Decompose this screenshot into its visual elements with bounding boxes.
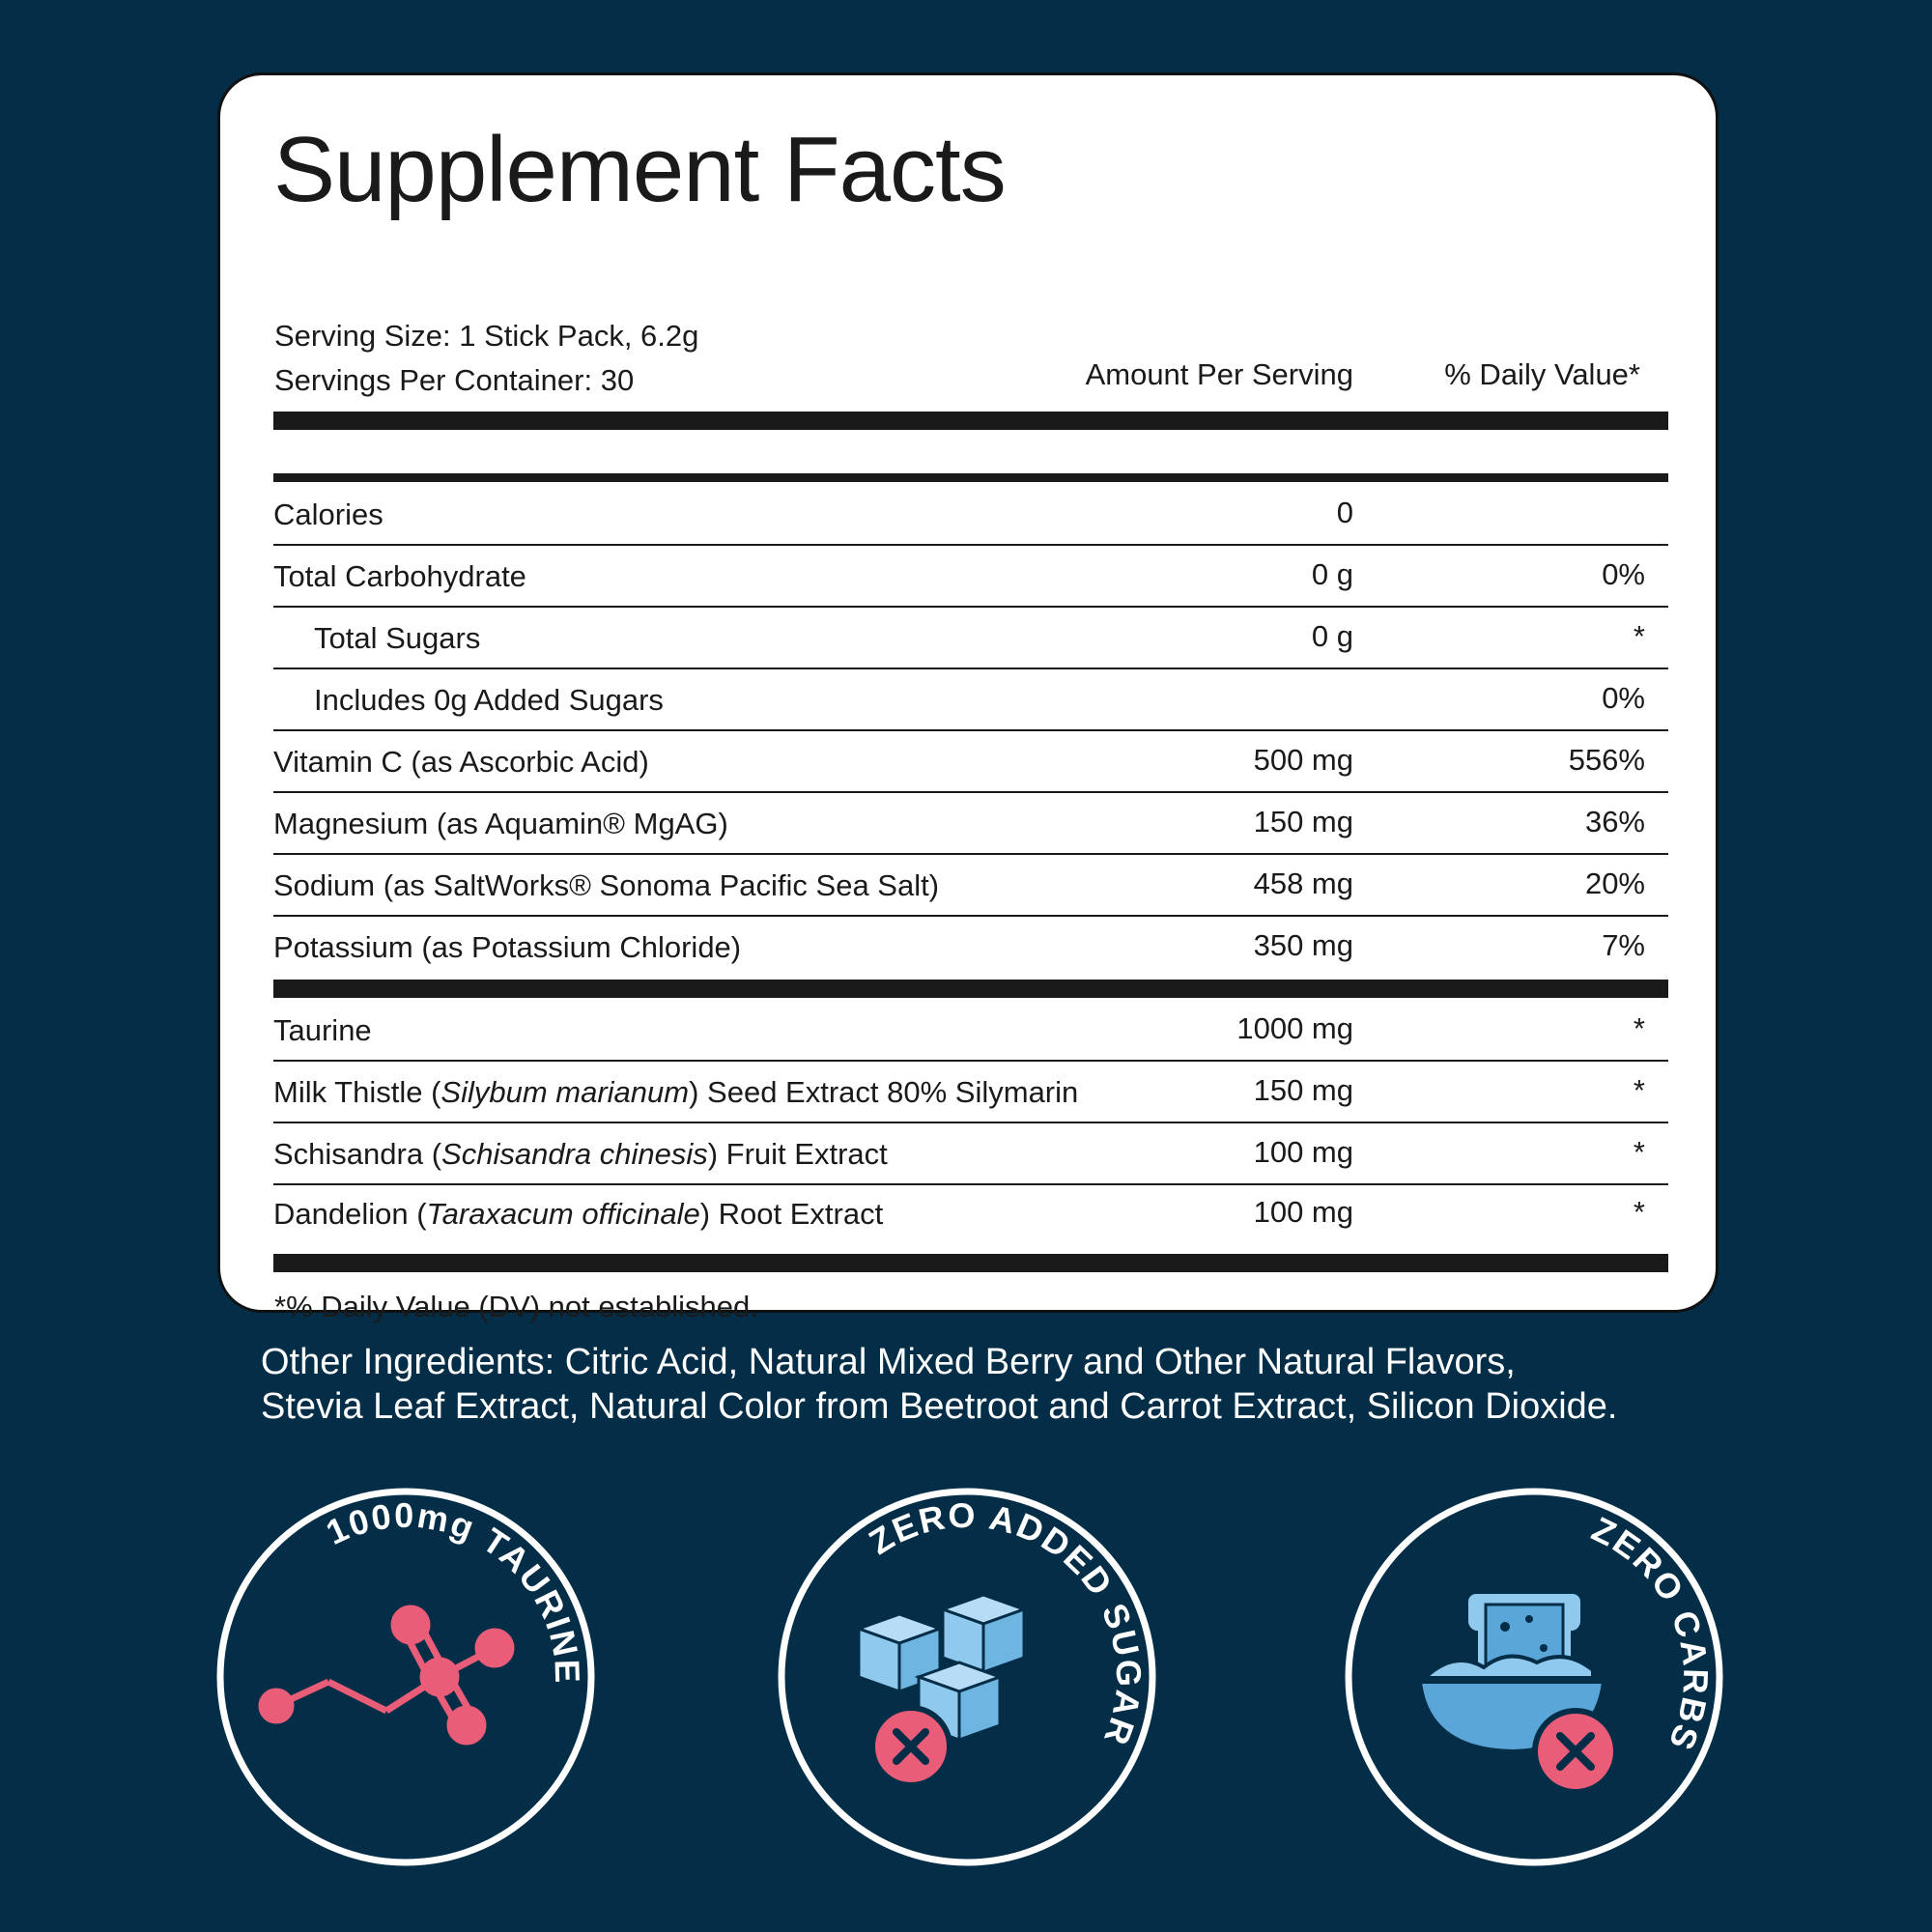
- cross-icon: [872, 1708, 950, 1785]
- cross-icon: [1535, 1711, 1616, 1792]
- nutrient-dv: 20%: [1584, 867, 1645, 900]
- facts-row: [273, 915, 1668, 977]
- facts-row: [273, 853, 1668, 917]
- nutrient-amount: 0 g: [1311, 557, 1353, 591]
- facts-row: [273, 482, 1668, 546]
- header-divider: [273, 473, 1668, 482]
- supplement-facts-panel: [217, 72, 1719, 1323]
- other-ingredients: [261, 1340, 1748, 1429]
- nutrient-dv: 0%: [1602, 557, 1645, 591]
- facts-row: [273, 544, 1668, 608]
- facts-row: [273, 606, 1668, 669]
- nutrient-name: Potassium (as Potassium Chloride): [273, 930, 742, 964]
- nutrient-dv: 7%: [1602, 928, 1645, 962]
- nutrient-name: Total Carbohydrate: [273, 559, 526, 593]
- ingredient-amount: 150 mg: [1253, 1073, 1353, 1107]
- facts-row: [273, 668, 1668, 731]
- section-divider: [273, 980, 1668, 998]
- facts-row: [273, 1183, 1668, 1243]
- nutrient-amount: 458 mg: [1253, 867, 1353, 900]
- other-ingredients-line: Stevia Leaf Extract, Natural Color from Beetroot and Carrot Extract, Silicon Dioxide.: [261, 1386, 1618, 1427]
- bottom-divider: [273, 1254, 1668, 1272]
- facts-row: [273, 791, 1668, 855]
- nutrient-amount: 500 mg: [1253, 743, 1353, 777]
- ingredient-name: Dandelion (Taraxacum officinale) Root Extract: [273, 1197, 884, 1231]
- nutrient-amount: 350 mg: [1253, 928, 1353, 962]
- footnote: *% Daily Value (DV) not established.: [274, 1290, 758, 1323]
- nutrient-name: Magnesium (as Aquamin® MgAG): [273, 807, 728, 840]
- badge-taurine: [213, 1484, 599, 1870]
- facts-row: [273, 1060, 1668, 1123]
- ingredient-name: Schisandra (Schisandra chinesis) Fruit Extract: [273, 1137, 888, 1171]
- thick-divider: [273, 412, 1668, 430]
- nutrient-name: Total Sugars: [314, 621, 481, 655]
- ingredient-dv: *: [1633, 1135, 1645, 1169]
- nutrient-name: Vitamin C (as Ascorbic Acid): [273, 745, 649, 779]
- nutrient-amount: 0 g: [1311, 619, 1353, 653]
- badge-zero-added-sugar: [774, 1484, 1160, 1870]
- nutrient-amount: 150 mg: [1253, 805, 1353, 838]
- facts-row: [273, 998, 1668, 1062]
- ingredient-dv: *: [1633, 1195, 1645, 1229]
- ingredient-dv: *: [1633, 1073, 1645, 1107]
- other-ingredients-line: Other Ingredients: Citric Acid, Natural Mixed Berry and Other Natural Flavors,: [261, 1342, 1516, 1382]
- nutrient-amount: 0: [1336, 496, 1353, 529]
- serving-size: Serving Size: 1 Stick Pack, 6.2g: [274, 319, 699, 353]
- ingredient-amount: 100 mg: [1253, 1135, 1353, 1169]
- badge-zero-carbs: [1341, 1484, 1727, 1870]
- nutrient-dv: 0%: [1602, 681, 1645, 715]
- ingredient-dv: *: [1633, 1011, 1645, 1045]
- servings-per-container: Servings Per Container: 30: [274, 363, 635, 397]
- column-header-daily-value: % Daily Value*: [1444, 357, 1640, 391]
- ingredient-name: Milk Thistle (Silybum marianum) Seed Extract 80% Silymarin: [273, 1075, 1079, 1109]
- ingredient-name: Taurine: [273, 1013, 372, 1047]
- facts-row: [273, 1122, 1668, 1185]
- badge-label: ZERO CARBS: [1585, 1508, 1717, 1758]
- nutrient-name: Calories: [273, 497, 384, 531]
- badge-label: 1000mg TAURINE: [320, 1494, 588, 1686]
- nutrient-dv: 556%: [1568, 743, 1645, 777]
- ingredient-amount: 1000 mg: [1236, 1011, 1353, 1045]
- nutrient-name: Includes 0g Added Sugars: [314, 683, 664, 717]
- badge-label: ZERO ADDED SUGAR: [862, 1494, 1150, 1752]
- nutrient-dv: *: [1633, 619, 1645, 653]
- facts-row: [273, 729, 1668, 793]
- nutrient-dv: 36%: [1584, 805, 1645, 838]
- ingredient-amount: 100 mg: [1253, 1195, 1353, 1229]
- nutrient-name: Sodium (as SaltWorks® Sonoma Pacific Sea Salt): [273, 868, 940, 902]
- column-header-amount: Amount Per Serving: [1085, 357, 1353, 391]
- taurine-molecule-icon: [262, 1608, 511, 1742]
- facts-title: Supplement Facts: [273, 118, 1006, 221]
